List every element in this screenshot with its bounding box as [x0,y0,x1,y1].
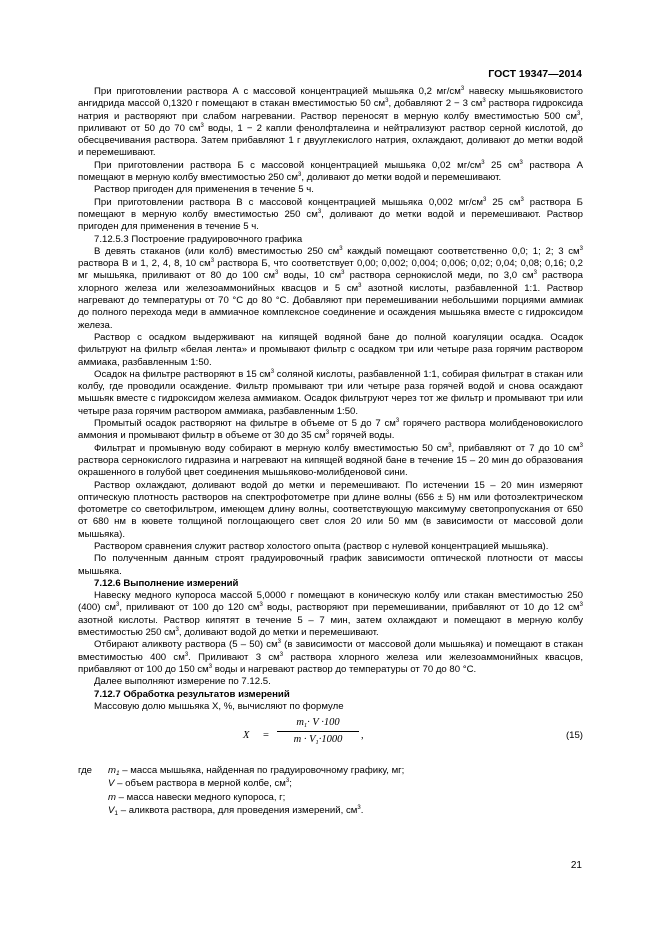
paragraph-solution-a: При приготовлении раствора А с массовой концентрацией мышьяка 0,2 $мг/см^3$ навеску мышьяковистого ангидрида массой 0,1320 г помещают в стакан вместимостью 50 $см^3$, добавляют 2 − 3 $см^3$ раствора гидроксида натрия и растворяют при слабом нагревании. Раствор переносят в мерную колбу вместимостью 500 $см^3$, приливают от 50 до 70 $см^3$ воды, 1 − 2 капли фенолфталеина и нейтрализуют раствор серной кислотой, до обесцвечивания раствора. Затем прибавляют 1 г двууглекислого натрия, охлаждают, доливают до метки водой и перемешивают. [78,86,583,159]
paragraph-molybdate: Промытый осадок растворяют на фильтре в объеме от 5 до 7 $см^3$ горячего раствора молибденовокислого аммония и промывают фильтр в объеме от 30 до 35 $см^3$ горячей воды. [78,418,583,442]
formula-fraction [277,717,359,747]
paragraph-aliquot: Отбирают аликвоту раствора (5 – 50) $см^3$ (в зависимости от массовой доли мышьяка) и помещают в стакан вместимостью 400 $см^3$. Приливают 3 $см^3$ раствора хлорного железа или железоаммонийных квасцов, прибавляют от 100 до 150 $см^3$ воды и нагревают раствор до температуры от 70 до 80 °С. [78,639,583,675]
paragraph-reference-solution: Раствором сравнения служит раствор холостого опыта (раствор с нулевой концентрацией мышьяка). [94,540,549,552]
formula-lhs: X [243,730,250,742]
formula-15: X = $m_1\cdot V \cdot 100$ $m \cdot V_1\cdot 1000$ , (15) [243,717,583,747]
paragraph-solution-v: При приготовлении раствора В с массовой концентрацией мышьяка 0,002 $мг/см^3$ 25 $см^3$ раствора Б помещают в мерную колбу вместимостью 250 $см^3$, доливают до метки водой и перемешивают. Раствор пригоден для применения в течение 5 ч. [78,196,583,233]
section-heading-7-12-6: 7.12.6 Выполнение измерений [94,577,239,589]
document-body [78,86,583,817]
document-header: ГОСТ 19347—2014 [488,68,582,80]
where-label: где [78,765,93,777]
definition-v: V – объем раствора в мерной колбе, $см^3$; [108,778,292,790]
formula-number: (15) [565,730,583,742]
paragraph-optical-density: Раствор охлаждают, доливают водой до метки и перемешивают. По истечении 15 – 20 мин измеряют оптическую плотность растворов на спектрофотометре при длине волны (656 ± 5) нм или фотоэлектрическом фотометре со светофильтром, имеющем длину волны, соответствующую максимуму светопропускания от 650 от 680 нм в кювете толщиной поглощающего свет слоя 20 или 50 мм (в зависимости от массовой доли мышьяка). [78,479,583,540]
formula-equals: = [263,730,269,742]
page-number: 21 [570,860,582,871]
paragraph-shelf-life: Раствор пригоден для применения в течение 5 ч. [94,184,314,196]
paragraph-calibration-graph: По полученным данным строят градуировочный график зависимости оптической плотности от массы мышьяка. [78,553,583,577]
paragraph-dissolve-precipitate: Осадок на фильтре растворяют в 15 $см^3$ соляной кислоты, разбавленной 1:1, собирая фильтрат в стакан или колбу, где проводили осаждение. Фильтр промывают три или четыре раза горячей водой и снова осаждают мышьяк вместе с гидроксидом железа аммиаком. Осадок фильтруют через тот же фильтр и промывают три или четыре раза горячим раствором аммиака, разбавленным 1:50. [78,368,583,417]
paragraph-formula-intro: Массовую долю мышьяка Х, %, вычисляют по формуле [94,700,344,712]
formula-denominator: $m \cdot V_1\cdot 1000$ [293,734,343,747]
section-heading-7-12-5-3: 7.12.5.3 Построение градуировочного графика [94,233,303,245]
paragraph-sample-prep: Навеску медного купороса массой 5,0000 г помещают в коническую колбу или стакан вместимостью 250 (400) $см^3$, приливают от 100 до 120 $см^3$ воды, растворяют при перемешивании, прибавляют от 10 до 12 $см^3$ азотной кислоты. Раствор кипятят в течение 5 – 7 мин, затем охлаждают и помещают в мерную колбу вместимостью 250 $см^3$, доливают водой до метки и перемешивают. [78,590,583,639]
section-heading-7-12-7: 7.12.7 Обработка результатов измерений [94,688,290,700]
definition-v1: $V_1$ – аликвота раствора, для проведения измерений, $см^3$. [108,805,364,818]
paragraph-filtrate: Фильтрат и промывную воду собирают в мерную колбу вместимостью 50 $см^3$, прибавляют от 7 до 10 $см^3$ раствора сернокислого гидразина и нагревают на кипящей водяной бане в течение 15 – 20 мин до образования окрашенного в голубой цвет соединения мышьяково-молибденовой сини. [78,442,583,479]
paragraph-further-measurement: Далее выполняют измерение по 7.12.5. [94,676,271,688]
definition-m: m – масса навески медного купороса, г; [108,791,286,803]
formula-numerator: $m_1\cdot V \cdot 100$ [296,717,340,730]
definition-m1: $m_1$ – масса мышьяка, найденная по градуировочному графику, мг; [108,765,405,778]
variable-definitions [78,765,583,817]
paragraph-solution-b: При приготовлении раствора Б с массовой концентрацией мышьяка 0,02 $мг/см^3$ 25 $см^3$ раствора А помещают в мерную колбу вместимостью 250 $см^3$, доливают до метки водой и перемешивают. [78,159,583,184]
paragraph-calibration: В девять стаканов (или колб) вместимостью 250 $см^3$ каждый помещают соответственно 0,0; 1; 2; 3 $см^3$ раствора В и 1, 2, 4, 8, 10 $см^3$ раствора Б, что соответствует 0,00; 0,002; 0,004; 0,006; 0,02; 0,04; 0,08; 0,16; 0,2 мг мышьяка, приливают от 80 до 100 $см^3$ воды, 10 $см^3$ раствора сернокислой меди, по 3,0 $см^3$ раствора хлорного железа или железоаммонийных квасцов и 5 $см^3$ азотной кислоты, разбавленной 1:1. Раствор нагревают до температуры от 70 °С до 80 °С. Добавляют при перемешивании небольшими порциями аммиак до полного перехода меди в аммиачное комплексное соединение и осаждения мышьяка вместе с гидроксидом железа. [78,245,583,331]
paragraph-coagulation: Раствор с осадком выдерживают на кипящей водяной бане до полной коагуляции осадка. Осадок фильтруют на фильтр «белая лента» и промывают фильтр с осадком три или четыре раза горячим раствором аммиака, разбавленным 1:50. [78,331,583,368]
